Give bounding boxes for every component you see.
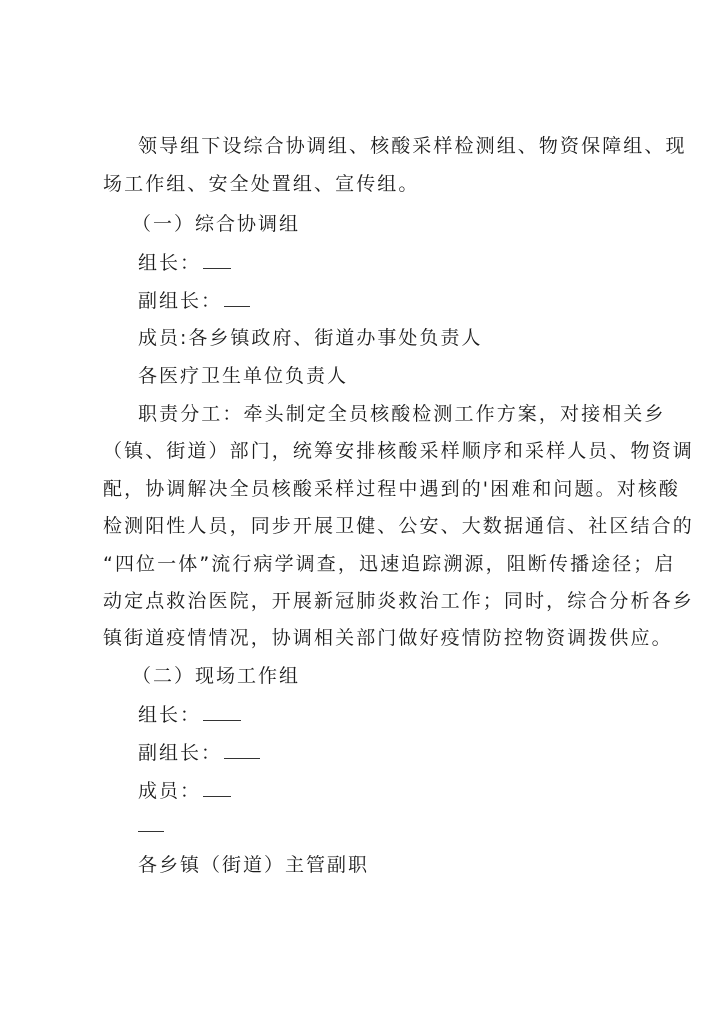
section1-deputy bbox=[138, 288, 250, 313]
section2-deputy-label: 副组长： bbox=[138, 742, 223, 764]
section2-heading: （二）现场工作组 bbox=[132, 665, 301, 687]
section1-duties-line-2: （镇、街道）部门，统筹安排核酸采样顺序和采样人员、物资调 bbox=[103, 440, 694, 462]
blank-rule bbox=[138, 831, 164, 832]
section2-deputy-blank bbox=[224, 740, 260, 759]
section1-duties-line-4: 检测阳性人员，同步开展卫健、公安、大数据通信、社区结合的 bbox=[103, 515, 694, 537]
section1-deputy-label: 副组长： bbox=[138, 290, 223, 312]
section2-members bbox=[138, 778, 231, 803]
intro-line-1: 领导组下设综合协调组、核酸采样检测组、物资保障组、现 bbox=[138, 135, 687, 157]
section1-leader-label: 组长： bbox=[138, 252, 202, 274]
section2-members-blank bbox=[203, 778, 231, 797]
section2-leader-label: 组长： bbox=[138, 704, 202, 726]
section1-duties-line-5: “四位一体”流行病学调查，迅速追踪溯源，阻断传播途径；启 bbox=[103, 553, 676, 575]
section1-duties-line-1: 职责分工：牵头制定全员核酸检测工作方案，对接相关乡 bbox=[138, 403, 666, 425]
section2-leader bbox=[138, 702, 241, 727]
section1-duties-line-7: 镇街道疫情情况，协调相关部门做好疫情防控物资调拨供应。 bbox=[103, 627, 673, 649]
section1-members-line-2: 各医疗卫生单位负责人 bbox=[138, 365, 349, 387]
section2-last-line: 各乡镇（街道）主管副职 bbox=[138, 854, 370, 876]
section2-members-label: 成员： bbox=[138, 780, 202, 802]
section1-leader bbox=[138, 250, 231, 275]
section2-deputy bbox=[138, 740, 260, 765]
section2-leader-blank bbox=[203, 702, 241, 721]
section1-duties-line-3: 配，协调解决全员核酸采样过程中遇到的'困难和问题。对核酸 bbox=[103, 478, 681, 500]
section1-deputy-blank bbox=[224, 288, 250, 307]
section1-heading: （一）综合协调组 bbox=[132, 213, 301, 235]
section1-leader-blank bbox=[203, 250, 231, 269]
section1-members-line-1: 成员:各乡镇政府、街道办事处负责人 bbox=[138, 327, 483, 349]
section1-duties-line-6: 动定点救治医院，开展新冠肺炎救治工作；同时，综合分析各乡 bbox=[103, 590, 694, 612]
intro-line-2: 场工作组、安全处置组、宣传组。 bbox=[103, 173, 420, 195]
